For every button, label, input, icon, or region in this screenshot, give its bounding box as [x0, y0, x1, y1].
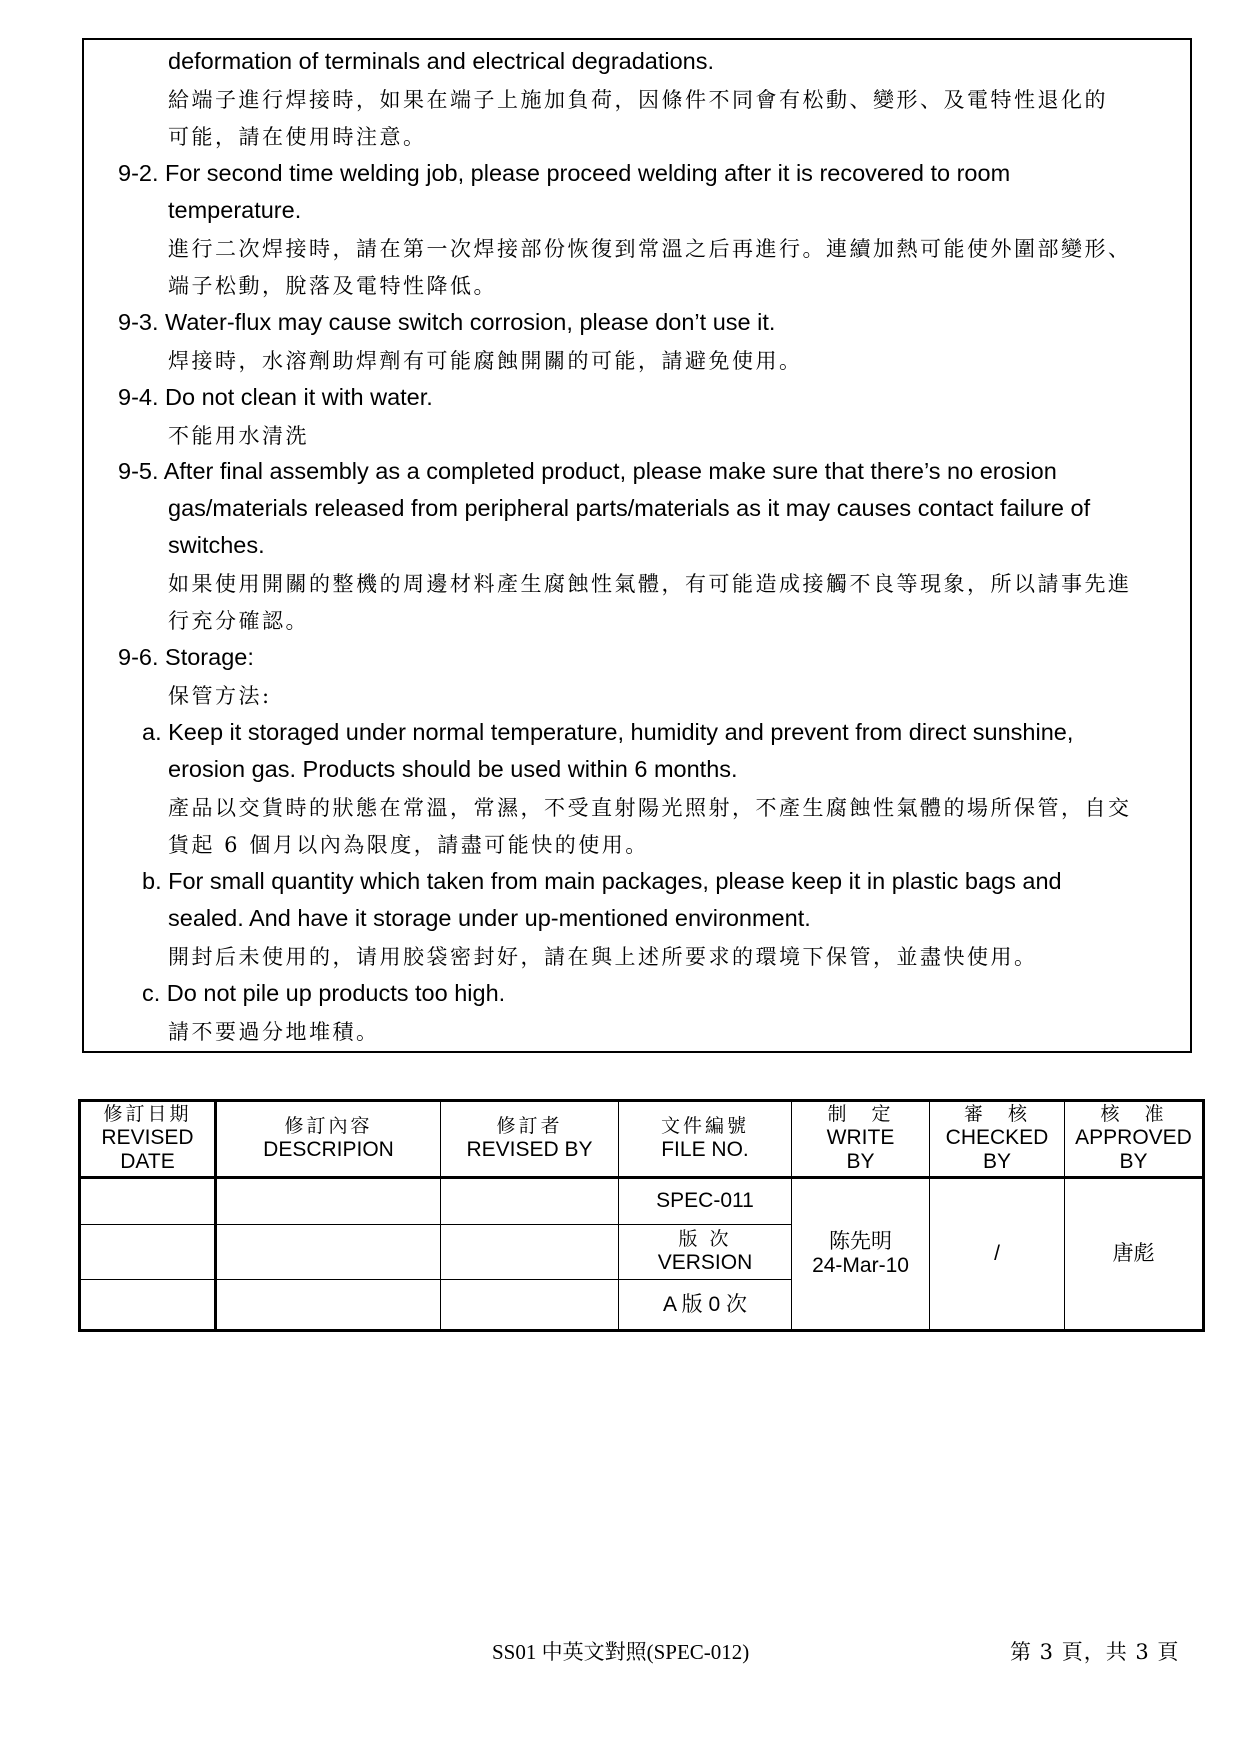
text-line-zh-9-4: 不能用水清洗 [168, 424, 309, 448]
version-value: A 版 0 次 [619, 1280, 792, 1331]
text-line-storage-a-cont: erosion gas. Products should be used within 6 months. [168, 756, 738, 782]
text-line-9-6: 9-6. Storage: [118, 644, 254, 670]
writer-name: 陈先明 [829, 1229, 892, 1253]
text-line-zh-caution: 可能，請在使用時注意。 [168, 125, 427, 149]
text-line-9-5-cont: gas/materials released from peripheral parts/materials as it may causes contact failure of [168, 495, 1091, 521]
text-line-zh-storage-c: 請不要過分地堆積。 [168, 1020, 380, 1044]
header-approved-by: 核 准 APPROVED BY [1065, 1101, 1204, 1178]
revision-table [78, 1099, 1205, 1332]
text-line-9-2-cont: temperature. [168, 197, 302, 223]
text-line-zh-terminal-load: 給端子進行焊接時，如果在端子上施加負荷，因條件不同會有松動、變形、及電特性退化的 [168, 88, 1108, 112]
revision-cell-date-1 [80, 1178, 216, 1225]
text-line-9-5-cont2: switches. [168, 532, 265, 558]
text-line-storage-b: b. For small quantity which taken from main packages, please keep it in plastic bags and [142, 868, 1062, 894]
approved-by-value: 唐彪 [1065, 1178, 1204, 1331]
header-revised-by: 修訂者 REVISED BY [441, 1101, 619, 1178]
text-line-storage-c: c. Do not pile up products too high. [142, 980, 506, 1006]
text-line-zh-9-6: 保管方法: [168, 684, 272, 708]
text-line-9-4: 9-4. Do not clean it with water. [118, 384, 433, 410]
header-file-no: 文件編號 FILE NO. [619, 1101, 792, 1178]
revision-cell-by-1 [441, 1178, 619, 1225]
write-by-cell [792, 1178, 930, 1331]
revision-cell-by-3 [441, 1280, 619, 1331]
text-line-zh-9-5-b: 行充分確認。 [168, 609, 309, 633]
text-line-zh-9-5-a: 如果使用開關的整機的周邊材料產生腐蝕性氣體，有可能造成接觸不良等現象，所以請事先進 [168, 572, 1132, 596]
text-line-zh-9-2-a: 進行二次焊接時，請在第一次焊接部份恢復到常溫之后再進行。連續加熱可能使外圍部變形、 [168, 237, 1132, 261]
revision-cell-desc-1 [216, 1178, 441, 1225]
text-line-storage-a: a. Keep it storaged under normal temperature, humidity and prevent from direct sunshine, [142, 719, 1074, 745]
version-label-cell: 版 次 VERSION [619, 1224, 792, 1280]
text-line-zh-9-2-b: 端子松動，脫落及電特性降低。 [168, 274, 497, 298]
text-line-deformation: deformation of terminals and electrical degradations. [168, 48, 715, 74]
header-write-by: 制 定 WRITE BY [792, 1101, 930, 1178]
revision-cell-date-2 [80, 1224, 216, 1280]
file-no-value: SPEC-011 [619, 1178, 792, 1225]
write-date: 24-Mar-10 [812, 1254, 909, 1277]
text-line-zh-storage-b: 開封后未使用的，请用胶袋密封好，請在與上述所要求的環境下保管，並盡快使用。 [168, 945, 1038, 969]
text-line-zh-storage-a-1: 產品以交貨時的狀態在常溫，常濕，不受直射陽光照射，不產生腐蝕性氣體的場所保管，自交 [168, 796, 1132, 820]
revision-cell-date-3 [80, 1280, 216, 1331]
text-line-9-2: 9-2. For second time welding job, please proceed welding after it is recovered to room [118, 160, 1011, 186]
revision-cell-desc-3 [216, 1280, 441, 1331]
text-line-9-5: 9-5. After final assembly as a completed product, please make sure that there’s no erosion [118, 458, 1057, 484]
revision-cell-desc-2 [216, 1224, 441, 1280]
header-checked-by: 審 核 CHECKED BY [930, 1101, 1065, 1178]
header-revised-date: 修訂日期 REVISED DATE [80, 1101, 216, 1178]
checked-by-value: / [930, 1178, 1065, 1331]
text-line-zh-9-3: 焊接時，水溶劑助焊劑有可能腐蝕開關的可能，請避免使用。 [168, 349, 803, 373]
text-line-9-3: 9-3. Water-flux may cause switch corrosion, please don’t use it. [118, 309, 776, 335]
footer-doc-title: SS01 中英文對照(SPEC-012) [492, 1640, 750, 1664]
revision-cell-by-2 [441, 1224, 619, 1280]
text-line-zh-storage-a-2: 貨起 6 個月以內為限度，請盡可能快的使用。 [168, 833, 649, 857]
text-line-storage-b-cont: sealed. And have it storage under up-mentioned environment. [168, 905, 811, 931]
footer-page-number: 第 3 頁，共 3 頁 [1010, 1640, 1180, 1664]
header-description: 修訂內容 DESCRIPION [216, 1101, 441, 1178]
